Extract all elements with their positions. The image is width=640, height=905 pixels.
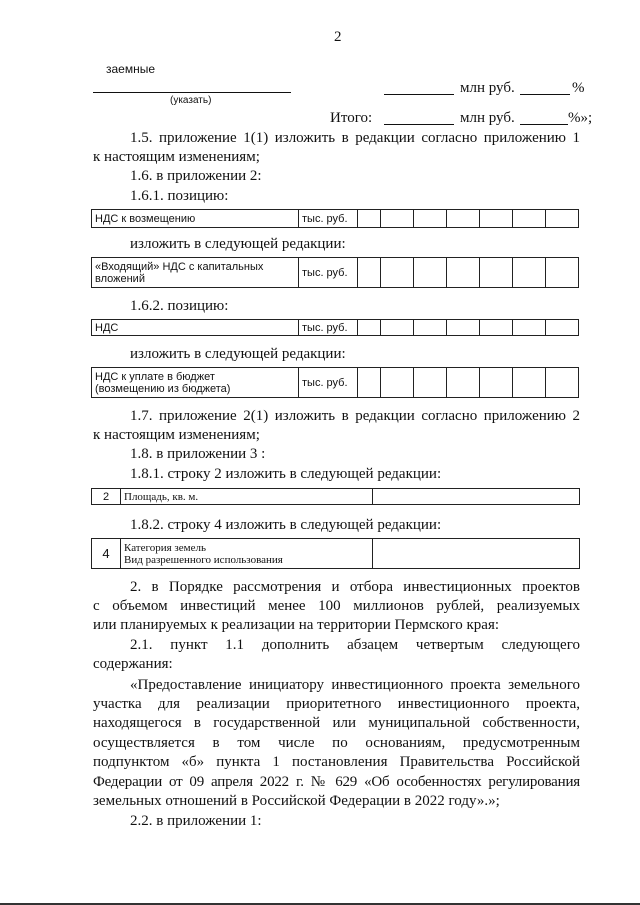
name-line-2: вложений — [95, 272, 145, 285]
table-cell — [546, 210, 579, 228]
quote-line-5: подпунктом «б» пункта 1 постановления Правительства Российской — [93, 754, 580, 770]
table-cell — [546, 320, 579, 336]
para-2-line3: или планируемых к реализации на территории Пермского края: — [93, 617, 500, 633]
table-cell-name: НДС к возмещению — [92, 210, 299, 228]
table-cell — [381, 320, 414, 336]
quote-line-7: земельных отношений в Российской Федерации в 2022 году».»; — [93, 793, 500, 809]
specify-caption: (указать) — [170, 95, 212, 106]
table-cell — [358, 258, 381, 288]
table-cell — [414, 320, 447, 336]
name-line-1: «Входящий» НДС с капитальных — [95, 260, 264, 273]
table-cell — [414, 368, 447, 398]
para-1-6: 1.6. в приложении 2: — [130, 168, 262, 184]
table-land — [91, 538, 580, 569]
quote-line-3: находящегося в государственной или муниципальной собственности, — [93, 715, 580, 731]
mln-rub-2: млн руб. — [460, 110, 515, 126]
quote-line-1: «Предоставление инициатору инвестиционного проекта земельного — [130, 677, 580, 693]
percent-line-1 — [520, 94, 570, 95]
para-1-8: 1.8. в приложении 3 : — [130, 446, 266, 462]
table-area — [91, 488, 580, 505]
percent-1: % — [572, 80, 585, 96]
table-cell-unit: тыс. руб. — [299, 368, 358, 398]
percent-2: %»; — [568, 110, 593, 126]
table-cell — [373, 539, 580, 569]
borrowed-label: заемные — [106, 62, 156, 76]
para-2-1-line1: 2.1. пункт 1.1 дополнить абзацем четвертым следующего — [130, 637, 580, 653]
table-cell — [513, 210, 546, 228]
name-line-1: НДС к уплате в бюджет — [95, 370, 215, 383]
table-cell — [480, 258, 513, 288]
specify-line — [93, 92, 291, 93]
table-cell — [480, 320, 513, 336]
table-input-vat — [91, 257, 579, 288]
table-cell — [480, 210, 513, 228]
quote-line-4: осуществляется в том числе по основаниям, предусмотренным — [93, 735, 580, 751]
name-line-2: Вид разрешенного использования — [124, 553, 283, 566]
table-cell-unit: тыс. руб. — [299, 258, 358, 288]
table-cell-name: Площадь, кв. м. — [121, 489, 373, 505]
table-vat-refund — [91, 209, 579, 228]
para-1-6-2: 1.6.2. позицию: — [130, 298, 229, 314]
para-1-7-line1: 1.7. приложение 2(1) изложить в редакции согласно приложению 2 — [130, 408, 580, 424]
table-cell-name — [92, 368, 299, 398]
para-2-line1: 2. в Порядке рассмотрения и отбора инвестиционных проектов — [130, 579, 580, 595]
table-cell-unit: тыс. руб. — [299, 320, 358, 336]
name-line-1: Категория земель — [124, 541, 206, 554]
table-cell — [447, 320, 480, 336]
para-1-8-1: 1.8.1. строку 2 изложить в следующей редакции: — [130, 466, 442, 482]
para-2-2: 2.2. в приложении 1: — [130, 813, 262, 829]
table-cell-name — [92, 258, 299, 288]
para-1-6-1: 1.6.1. позицию: — [130, 188, 229, 204]
edit-next-2: изложить в следующей редакции: — [130, 346, 346, 362]
table-cell — [414, 258, 447, 288]
table-cell — [513, 320, 546, 336]
quote-line-6: Федерации от 09 апреля 2022 г. № 629 «Об особенностях регулирования — [93, 774, 580, 790]
table-cell — [447, 210, 480, 228]
table-cell — [414, 210, 447, 228]
para-2-line2: с объемом инвестиций менее 100 миллионов рублей, реализуемых — [93, 598, 580, 614]
row-number: 2 — [92, 489, 121, 505]
page-number: 2 — [334, 29, 342, 45]
table-cell — [381, 210, 414, 228]
table-cell-unit: тыс. руб. — [299, 210, 358, 228]
table-cell — [513, 368, 546, 398]
table-cell — [358, 320, 381, 336]
total-label: Итого: — [330, 110, 373, 126]
table-cell — [513, 258, 546, 288]
para-1-5-line2: к настоящим изменениям; — [93, 149, 260, 165]
amount-line-1 — [384, 94, 454, 95]
para-1-5-line1: 1.5. приложение 1(1) изложить в редакции согласно приложению 1 — [130, 130, 580, 146]
table-cell — [373, 489, 580, 505]
para-1-8-2: 1.8.2. строку 4 изложить в следующей редакции: — [130, 517, 442, 533]
table-cell — [358, 210, 381, 228]
quote-line-2: участка для реализации приоритетного инвестиционного проекта, — [93, 696, 580, 712]
table-cell — [447, 258, 480, 288]
table-vat-payable — [91, 367, 579, 398]
table-cell-name: НДС — [92, 320, 299, 336]
table-cell — [546, 368, 579, 398]
table-cell — [381, 368, 414, 398]
table-cell-name — [121, 539, 373, 569]
table-vat — [91, 319, 579, 336]
table-cell — [358, 368, 381, 398]
table-cell — [546, 258, 579, 288]
row-number: 4 — [92, 539, 121, 569]
percent-line-2 — [520, 124, 568, 125]
mln-rub-1: млн руб. — [460, 80, 515, 96]
amount-line-2 — [384, 124, 454, 125]
para-2-1-line2: содержания: — [93, 656, 173, 672]
table-cell — [480, 368, 513, 398]
edit-next-1: изложить в следующей редакции: — [130, 236, 346, 252]
table-cell — [447, 368, 480, 398]
table-cell — [381, 258, 414, 288]
name-line-2: (возмещению из бюджета) — [95, 382, 231, 395]
para-1-7-line2: к настоящим изменениям; — [93, 427, 260, 443]
